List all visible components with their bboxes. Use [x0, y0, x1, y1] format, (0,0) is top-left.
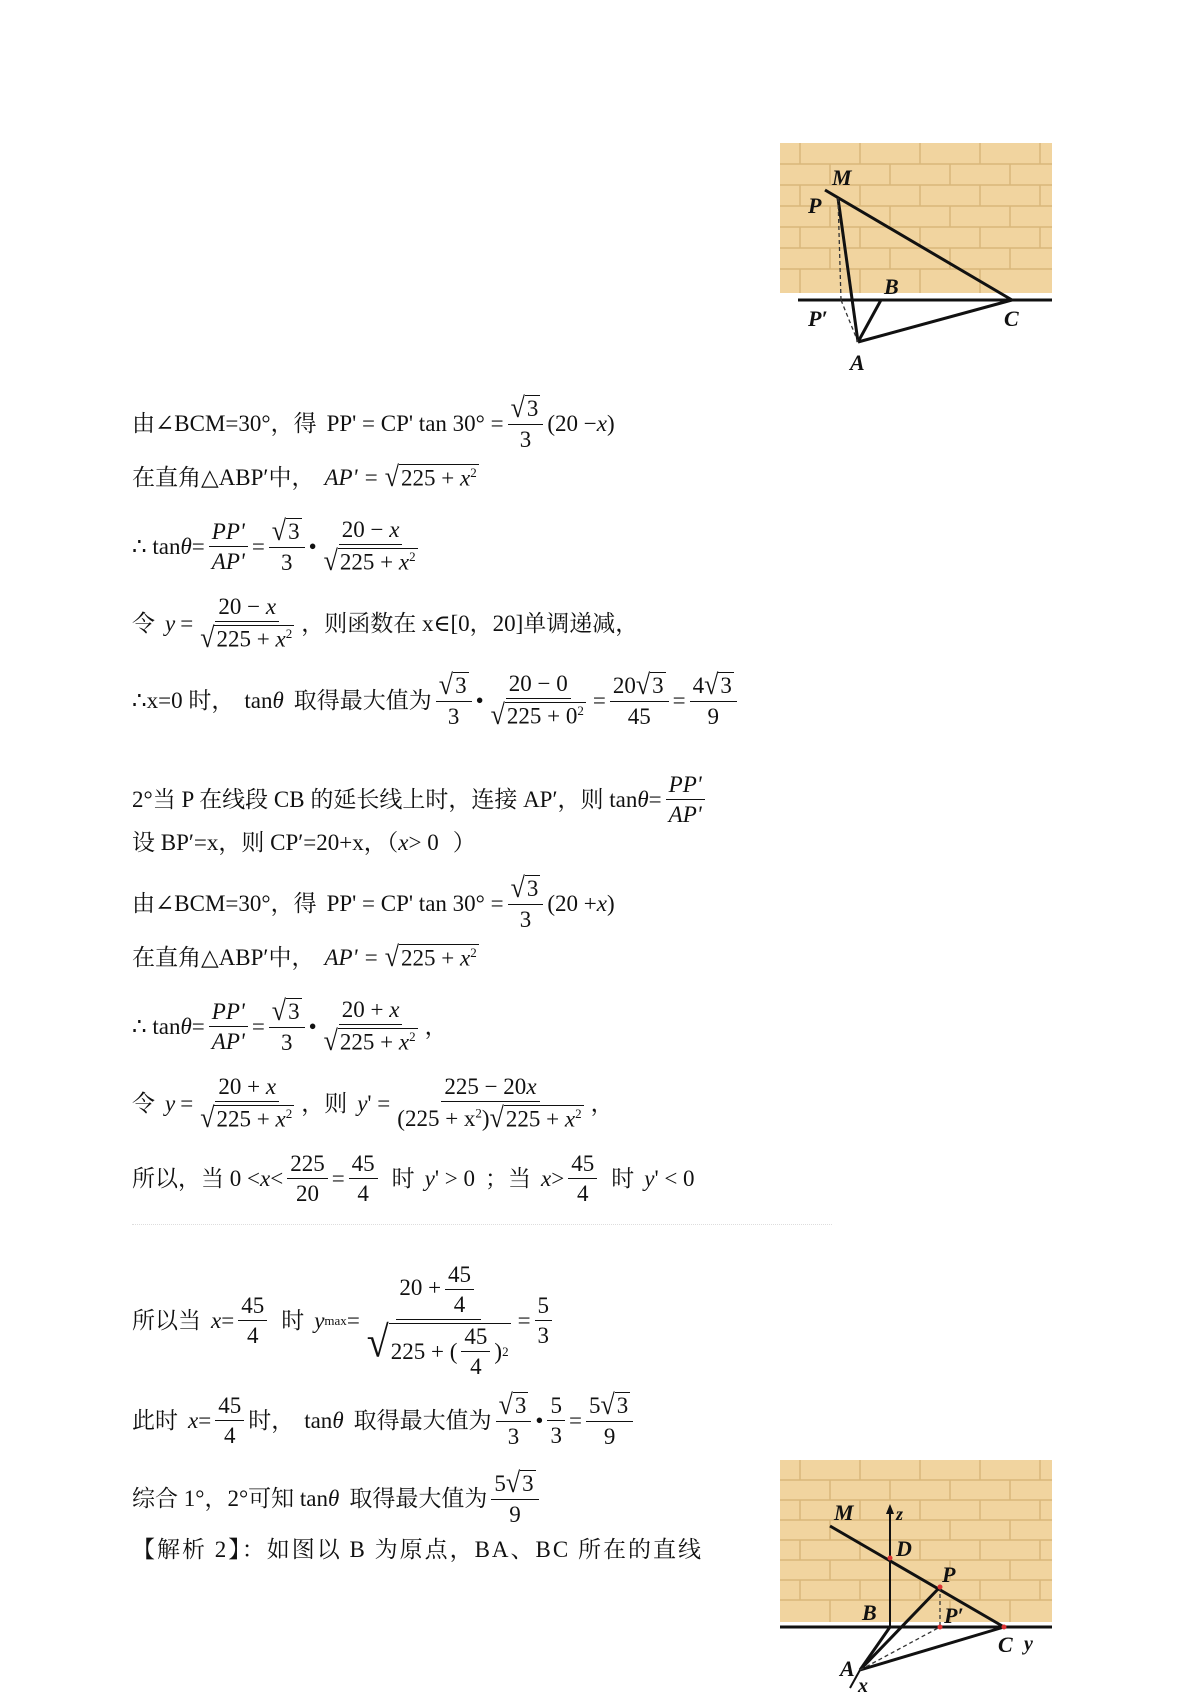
numerator: 45 — [238, 1294, 267, 1321]
math: = — [180, 610, 194, 636]
numerator: 45 — [445, 1263, 474, 1290]
point-D — [888, 1556, 893, 1561]
line-13 — [132, 1263, 556, 1378]
math: = — [191, 533, 205, 559]
math: = — [251, 533, 265, 559]
line-15 — [132, 1466, 543, 1527]
math: = — [592, 687, 606, 713]
numerator: 20 + — [218, 1074, 266, 1099]
radicand: 3 — [288, 999, 300, 1024]
radicand: 3 — [522, 1471, 534, 1496]
brick-wall — [780, 143, 1052, 293]
math: AP' = — [324, 464, 379, 490]
denominator: 3 — [507, 1424, 520, 1449]
math: PP' = CP' tan 30° = — [326, 410, 504, 436]
radicand: 225 + ( — [390, 1339, 458, 1364]
var: x — [460, 945, 471, 971]
fraction: 20 + x √ $225 + x^2$ — [323, 997, 416, 1057]
math: = — [346, 1308, 360, 1333]
math: = — [672, 687, 686, 713]
math: (20 − — [547, 410, 597, 436]
fraction: 5 √ 3 9 — [586, 1392, 633, 1448]
text: ∴ tan — [132, 1013, 181, 1039]
line-1 — [132, 391, 615, 452]
text: 由∠BCM=30°，得 — [132, 890, 317, 916]
radicand: 3 — [652, 673, 664, 698]
denominator: (225 + x — [397, 1106, 476, 1131]
denominator: 4 — [453, 1292, 466, 1317]
var: x — [389, 997, 400, 1022]
radicand: 3 — [526, 396, 539, 421]
denominator: 4 — [470, 1354, 482, 1379]
var: x — [460, 465, 471, 491]
radicand: 225 + — [339, 1029, 399, 1055]
text: ，则 — [301, 1090, 348, 1116]
fraction: 4 √ 3 9 — [690, 672, 737, 728]
math: = — [568, 1407, 582, 1433]
math: PP' = CP' tan 30° = — [326, 890, 504, 916]
radicand: 3 — [720, 673, 732, 698]
line-7 — [132, 831, 476, 854]
line-10 — [132, 994, 448, 1057]
text: 设 BP′=x，则 CP′=20+x，（ — [132, 830, 399, 855]
numerator: 45 — [568, 1152, 597, 1179]
text: 综合 1°，2°可知 tan — [132, 1485, 328, 1511]
label-x: x — [858, 1675, 868, 1692]
fraction — [238, 1294, 267, 1347]
math: = — [180, 1090, 194, 1116]
theta: θ — [332, 1407, 344, 1433]
math: ) — [606, 410, 615, 436]
subscript: max — [324, 1313, 347, 1328]
fraction: 20 √ 3 45 — [610, 672, 669, 728]
denominator: 3 — [519, 427, 532, 452]
text: ；当 — [485, 1166, 532, 1191]
math: = — [191, 1013, 205, 1039]
var: y — [165, 1090, 176, 1116]
radicand: 225 + 0 — [506, 703, 578, 729]
text: 取得最大值为 — [293, 687, 432, 713]
radicand: 3 — [288, 519, 300, 544]
text: 所以当 — [132, 1308, 201, 1333]
var: x — [188, 1407, 199, 1433]
text: ， — [424, 1013, 448, 1039]
fraction: √ 3 3 — [508, 875, 544, 931]
line-4 — [132, 594, 639, 654]
theta: θ — [328, 1485, 340, 1511]
radicand: 225 + — [505, 1106, 565, 1132]
denominator: 3 — [447, 704, 460, 729]
radicand: 225 + — [216, 626, 276, 652]
fraction — [461, 1325, 490, 1378]
line-5 — [132, 668, 741, 731]
fraction — [547, 1394, 565, 1447]
radicand: 225 + — [216, 1106, 276, 1132]
point-Pp — [938, 1625, 943, 1630]
numerator: 20 — [612, 673, 636, 698]
numerator: 45 — [215, 1394, 244, 1421]
denominator: 4 — [223, 1422, 236, 1448]
var: y — [314, 1308, 325, 1333]
fraction: √ 3 3 — [269, 998, 305, 1054]
radicand: 3 — [616, 1393, 629, 1418]
fraction: 20 − 0 √ $225 + 0^2$ — [490, 671, 584, 731]
label-z: z — [896, 1504, 904, 1524]
var: x — [211, 1308, 222, 1333]
math: ' < 0 — [654, 1166, 695, 1191]
fraction — [209, 520, 248, 573]
math: tan — [244, 687, 273, 713]
var: x — [265, 1074, 277, 1099]
numerator: 225 — [287, 1152, 328, 1179]
text: ，则函数在 x∈[0，20]单调递减， — [301, 610, 639, 636]
denominator: 20 — [295, 1181, 319, 1206]
denominator: 4 — [576, 1181, 589, 1206]
theta: θ — [180, 1013, 192, 1039]
math: (20 + — [547, 890, 597, 916]
var: x — [389, 517, 400, 542]
text: ， — [590, 1090, 614, 1116]
label-Pp: P′ — [944, 1603, 964, 1628]
text: 令 — [132, 610, 155, 636]
fraction — [287, 1152, 328, 1205]
fraction: √ 3 3 — [508, 395, 544, 451]
line-8 — [132, 871, 615, 932]
text: 时 — [611, 1166, 635, 1191]
label-M: M — [832, 165, 852, 190]
fraction: 225 − 20x $(225 + x^2)$ √ $225 + x^2$ — [397, 1074, 582, 1134]
text: 在直角△ABP′中， — [132, 464, 315, 490]
label-C: C — [1004, 306, 1019, 331]
line-2: 在直角△ABP′中， AP' = √ $225 + x^2$ — [132, 460, 477, 493]
math: = — [648, 787, 662, 812]
line-16 — [132, 1538, 703, 1561]
exponent: 2 — [502, 1344, 509, 1359]
fraction — [445, 1263, 474, 1316]
line-6 — [132, 773, 709, 826]
line-14 — [132, 1388, 637, 1449]
figure-2 — [780, 1460, 1052, 1692]
brick-wall — [780, 1460, 1052, 1622]
math: ) — [606, 890, 615, 916]
var: x — [259, 1166, 271, 1191]
text: 【解析 2】：如图以 B 为原点，BA、BC 所在的直线 — [132, 1537, 703, 1562]
denominator: AP' — [668, 802, 702, 827]
var: x — [398, 1029, 410, 1055]
text: 时 — [391, 1166, 415, 1191]
text: 所以，当 0 < — [132, 1166, 260, 1191]
numerator: 20 − — [341, 517, 390, 542]
denominator: 4 — [357, 1181, 369, 1206]
numerator: 45 — [349, 1152, 378, 1179]
denominator: AP' — [211, 548, 245, 574]
label-P: P — [942, 1562, 956, 1587]
text: 取得最大值为 — [353, 1407, 492, 1433]
exponent: 2 — [409, 549, 416, 564]
line-11 — [132, 1074, 614, 1134]
exponent: 2 — [470, 465, 477, 480]
radicand: 3 — [514, 1393, 527, 1418]
var: x — [596, 410, 607, 436]
text: ∴x=0 时， — [132, 687, 235, 713]
math: = — [198, 1407, 212, 1433]
text: 2°当 P 在线段 CB 的延长线上时，连接 AP′，则 tan — [132, 787, 638, 812]
fraction — [209, 1000, 248, 1053]
denominator: 3 — [280, 1030, 293, 1055]
numerator: 5 — [494, 1471, 506, 1496]
math: ' = — [367, 1090, 391, 1116]
math: ' > 0 — [434, 1166, 476, 1191]
denominator: 9 — [509, 1502, 521, 1527]
var: x — [265, 594, 277, 619]
var: x — [275, 1106, 286, 1132]
divider — [132, 1224, 832, 1225]
radicand: 225 + — [401, 465, 461, 491]
denominator: ) — [481, 1106, 490, 1131]
numerator: PP' — [209, 1000, 248, 1027]
text: 由∠BCM=30°，得 — [132, 410, 317, 436]
theta: θ — [637, 787, 649, 812]
var: x — [526, 1074, 537, 1099]
line-12 — [132, 1152, 695, 1205]
math: • — [308, 1013, 317, 1039]
math: = — [221, 1308, 235, 1333]
numerator: 20 − 0 — [506, 672, 571, 699]
label-B: B — [862, 1600, 877, 1625]
math: tan — [304, 1407, 333, 1433]
label-y: y — [1024, 1633, 1033, 1655]
numerator: 5 — [588, 1393, 601, 1418]
text: 此时 — [132, 1407, 178, 1433]
line-3 — [132, 514, 425, 577]
radicand: 3 — [455, 673, 467, 698]
text: 时， — [248, 1407, 295, 1433]
denominator: 4 — [246, 1323, 259, 1348]
numerator: 5 — [535, 1294, 553, 1321]
fraction: 20 − x √ $225 + x^2$ — [200, 594, 293, 654]
numerator: 225 − 20 — [444, 1074, 527, 1099]
math: < — [270, 1166, 284, 1191]
numerator: 20 − — [218, 594, 266, 619]
var: x — [398, 549, 410, 575]
numerator: PP' — [209, 520, 248, 547]
label-D: D — [896, 1536, 912, 1561]
denominator: 3 — [280, 550, 293, 575]
radicand: 3 — [526, 876, 539, 901]
exponent: 2 — [475, 1105, 482, 1121]
var: x — [398, 830, 409, 855]
text: 取得最大值为 — [349, 1485, 488, 1511]
math: = — [331, 1166, 345, 1191]
exponent: 2 — [409, 1029, 416, 1044]
label-P: P — [808, 193, 822, 218]
theta: θ — [180, 533, 192, 559]
math: • — [308, 533, 317, 559]
fraction: 20 + x √ $225 + x^2$ — [200, 1074, 293, 1134]
fraction: 20 − x √ $225 + x^2$ — [323, 517, 416, 577]
numerator: 4 — [692, 673, 705, 698]
radicand: ) — [494, 1339, 503, 1364]
fraction — [535, 1294, 553, 1347]
math: AP' = — [324, 944, 379, 970]
var: x — [275, 626, 286, 652]
denominator: 45 — [627, 704, 651, 729]
fraction: 5 √ 3 9 — [491, 1470, 538, 1526]
denominator: 9 — [603, 1424, 616, 1449]
math: • — [475, 687, 484, 713]
var: x — [541, 1166, 552, 1191]
exponent: 2 — [470, 945, 477, 960]
text: 在直角△ABP′中， — [132, 944, 315, 970]
label-Pp: P′ — [808, 306, 828, 331]
math: = — [251, 1013, 265, 1039]
text: ） — [452, 830, 476, 855]
text: ∴ tan — [132, 533, 181, 559]
exponent: 2 — [575, 1106, 582, 1121]
numerator: 20 + — [399, 1274, 442, 1300]
fraction: 20 + $\frac{45}{4}$ √ 225 + ( $\frac{45}{4}$ ) 2 — [366, 1262, 509, 1379]
numerator: 5 — [547, 1394, 565, 1421]
fraction: √ 3 3 — [436, 672, 472, 728]
denominator: 3 — [550, 1422, 562, 1448]
math: > 0 — [408, 830, 439, 855]
label-C: C — [998, 1632, 1013, 1657]
line-9: 在直角△ABP′中， AP' = √ $225 + x^2$ — [132, 940, 477, 973]
var: y — [644, 1166, 655, 1191]
label-B: B — [884, 274, 899, 299]
label-A: A — [840, 1656, 855, 1681]
math: > — [551, 1166, 565, 1191]
fraction — [349, 1152, 378, 1205]
var: x — [596, 890, 607, 916]
fraction — [215, 1394, 244, 1447]
label-M: M — [834, 1500, 854, 1525]
exponent: 2 — [285, 1106, 293, 1121]
theta: θ — [272, 687, 284, 713]
numerator: 45 — [461, 1325, 490, 1352]
fraction — [568, 1152, 597, 1205]
var: y — [165, 610, 176, 636]
point-C — [1002, 1625, 1007, 1630]
exponent: 2 — [577, 703, 584, 718]
fraction: √ 3 3 — [269, 518, 305, 574]
figure-1 — [780, 143, 1052, 375]
radicand: 225 + — [339, 549, 399, 575]
denominator: AP' — [211, 1028, 245, 1054]
fraction — [666, 773, 705, 826]
var: x — [564, 1106, 576, 1132]
numerator: 20 + — [341, 997, 390, 1022]
math: = — [517, 1308, 531, 1333]
numerator: PP' — [666, 773, 705, 800]
fraction: √ 3 3 — [496, 1392, 532, 1448]
denominator: 3 — [519, 907, 532, 932]
var: y — [424, 1166, 435, 1191]
exponent: 2 — [285, 626, 293, 641]
radicand: 225 + — [401, 945, 461, 971]
math: • — [535, 1407, 544, 1433]
denominator: 3 — [537, 1323, 550, 1348]
var: y — [357, 1090, 368, 1116]
text: 时 — [281, 1308, 305, 1333]
label-A: A — [850, 350, 865, 375]
text: 令 — [132, 1090, 155, 1116]
denominator: 9 — [707, 704, 720, 729]
